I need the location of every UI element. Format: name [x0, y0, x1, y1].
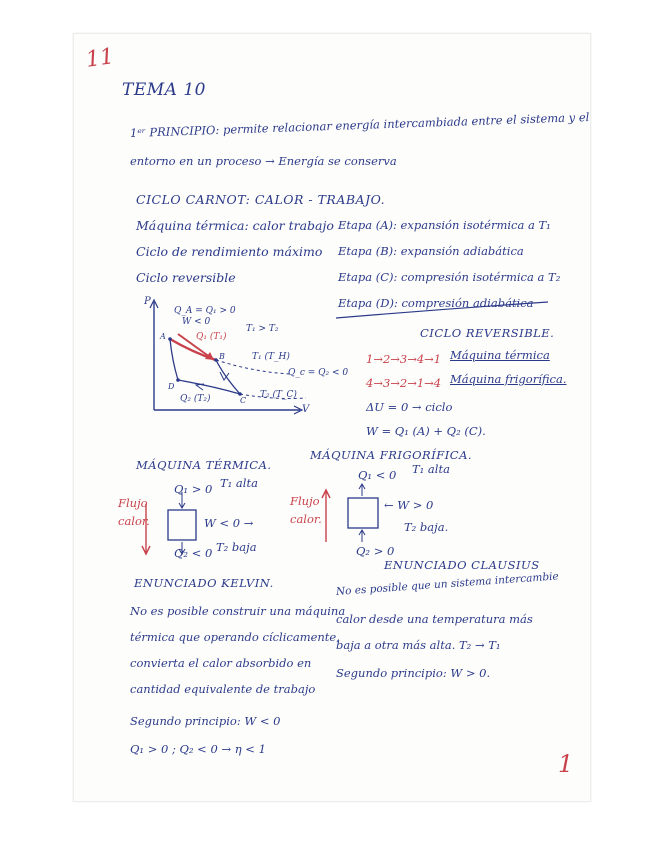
axis-p-label: P — [144, 296, 151, 307]
kelvin-line-2: térmica que operando cíclicamente, — [130, 630, 340, 644]
engine-w: W < 0 → — [204, 516, 254, 530]
engine-heading: MÁQUINA TÉRMICA. — [136, 458, 272, 472]
point-d: D — [168, 382, 175, 391]
carnot-line-2: Ciclo de rendimiento máximo — [136, 244, 323, 259]
axis-v-label: V — [302, 404, 310, 415]
engine-q2: Q₂ < 0 — [174, 546, 213, 560]
notebook-page — [73, 33, 591, 802]
kelvin-line-3: convierta el calor absorbido en — [130, 656, 312, 670]
seq-fridge: 4→3→2→1→4 — [366, 376, 442, 390]
stage-c: Etapa (C): compresión isotérmica a T₂ — [338, 270, 561, 284]
clausius-heading: ENUNCIADO CLAUSIUS — [384, 558, 540, 572]
kelvin-conclusion: Q₁ > 0 ; Q₂ < 0 → η < 1 — [130, 742, 266, 756]
clausius-line-1: No es posible que un sistema intercambie — [335, 570, 560, 598]
point-a: A — [160, 332, 166, 341]
diagram-q2-label: Q₂ (T₂) — [180, 394, 211, 404]
engine-flow-label: Flujo calor. — [118, 496, 150, 528]
seq-engine: 1→2→3→4→1 — [366, 352, 442, 366]
diagram-qc-label: Q_c = Q₂ < 0 — [288, 368, 349, 378]
diagram-t2-label: T₂ (T_C) — [260, 390, 297, 400]
fridge-w: ← W > 0 — [384, 498, 434, 512]
delta-u: ΔU = 0 → ciclo — [366, 400, 453, 414]
clausius-second-principle: Segundo principio: W > 0. — [336, 666, 491, 680]
carnot-heading: CICLO CARNOT: CALOR - TRABAJO. — [136, 192, 386, 207]
engine-q1: Q₁ > 0 — [174, 482, 213, 496]
clausius-line-2: calor desde una temperatura más — [336, 612, 533, 626]
fridge-q1: Q₁ < 0 — [358, 468, 397, 482]
point-b: B — [219, 352, 225, 361]
corner-mark: 11 — [84, 44, 116, 73]
engine-t-high: T₁ alta — [220, 476, 258, 490]
stage-d: Etapa (D): compresión adiabática — [338, 296, 534, 310]
fridge-t-high: T₁ alta — [412, 462, 450, 476]
work-equation: W = Q₁ (A) + Q₂ (C). — [366, 424, 486, 438]
diagram-q1-label: Q₁ (T₁) — [196, 332, 227, 342]
diagram-t-rel: T₁ > T₂ — [246, 324, 279, 334]
clausius-line-3: baja a otra más alta. T₂ → T₁ — [336, 638, 501, 652]
principle-line-1: 1ᵉʳ PRINCIPIO: permite relacionar energía intercambiada entre el sistema y el — [129, 109, 590, 140]
carnot-line-1: Máquina térmica: calor trabajo — [136, 218, 334, 233]
fridge-q2: Q₂ > 0 — [356, 544, 395, 558]
seq-engine-label: Máquina térmica — [450, 348, 550, 362]
reversible-heading: CICLO REVERSIBLE. — [420, 326, 555, 340]
point-c: C — [240, 396, 247, 405]
kelvin-second-principle: Segundo principio: W < 0 — [130, 714, 281, 728]
fridge-heading: MÁQUINA FRIGORÍFICA. — [310, 448, 473, 462]
fridge-flow-label: Flujo calor. — [290, 494, 322, 526]
diagram-w-label: W < 0 — [182, 317, 211, 327]
kelvin-heading: ENUNCIADO KELVIN. — [134, 576, 274, 590]
kelvin-line-1: No es posible construir una máquina — [130, 604, 346, 618]
engine-t-low: T₂ baja — [216, 540, 257, 554]
diagram-t1-label: T₁ (T_H) — [252, 352, 290, 362]
diagram-qa-label: Q_A = Q₁ > 0 — [174, 306, 236, 316]
stage-a: Etapa (A): expansión isotérmica a T₁ — [338, 218, 551, 232]
principle-line-2: entorno en un proceso → Energía se conserva — [130, 154, 397, 168]
page-number: 1 — [558, 750, 574, 778]
kelvin-line-4: cantidad equivalente de trabajo — [130, 682, 316, 696]
fridge-t-low: T₂ baja. — [404, 520, 449, 534]
page-title: TEMA 10 — [122, 80, 206, 100]
stage-b: Etapa (B): expansión adiabática — [338, 244, 524, 258]
fridge-box — [348, 498, 378, 528]
seq-fridge-label: Máquina frigorífica. — [450, 372, 567, 386]
carnot-line-3: Ciclo reversible — [136, 270, 236, 285]
